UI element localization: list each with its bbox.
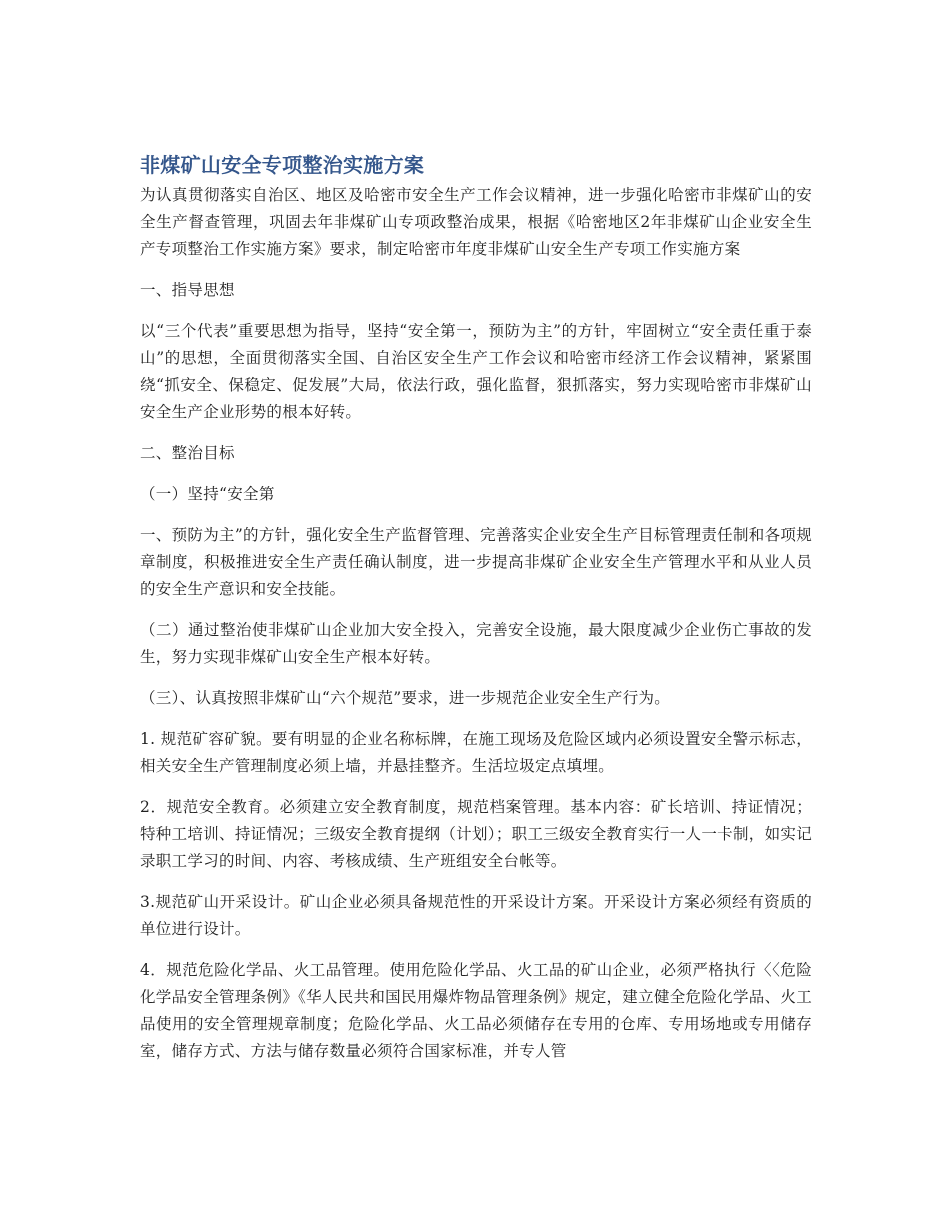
section-heading-guiding-ideology: 一、指导思想	[140, 281, 235, 299]
document-title: 非煤矿山安全专项整治实施方案	[140, 153, 425, 177]
body-paragraph: （三）、认真按照非煤矿山“六个规范”要求，进一步规范企业安全生产行为。	[140, 689, 671, 707]
list-item-paragraph: 1. 规范矿容矿貌。要有明显的企业名称标牌，在施工现场及危险区域内必须设置安全警示标志，相关安全生产管理制度必须上墙，并悬挂整齐。生活垃圾定点填埋。	[140, 730, 812, 775]
list-item-paragraph: 4．规范危险化学品、火工品管理。使用危险化学品、火工品的矿山企业，必须严格执行〈〈危险化学品安全管理条例》《华人民共和国民用爆炸物品管理条例》规定，建立健全危险化学品、火工品使用的安全管理规章制度；危险化学品、火工品必须储存在专用的仓库、专用场地或专用储存室，储存方式、方法与储存数量必须符合国家标准，并专人管	[140, 961, 812, 1060]
list-item-paragraph: 3.规范矿山开采设计。矿山企业必须具备规范性的开采设计方案。开采设计方案必须经有资质的单位进行设计。	[140, 893, 812, 938]
document-page	[140, 150, 812, 1079]
intro-paragraph: 为认真贯彻落实自治区、地区及哈密市安全生产工作会议精神，进一步强化哈密市非煤矿山的安全生产督查管理，巩固去年非煤矿山专项政整治成果，根据《哈密地区2年非煤矿山企业安全生产专项整治工作实施方案》要求，制定哈密市年度非煤矿山安全生产专项工作实施方案	[140, 186, 812, 258]
body-paragraph: （二）通过整治使非煤矿山企业加大安全投入，完善安全设施，最大限度减少企业伤亡事故的发生，努力实现非煤矿山安全生产根本好转。	[140, 621, 812, 666]
section-heading-targets: 二、整治目标	[140, 444, 235, 462]
body-paragraph: 一、预防为主”的方针，强化安全生产监督管理、完善落实企业安全生产目标管理责任制和各项规章制度，积极推进安全生产责任确认制度，进一步提高非煤矿企业安全生产管理水平和从业人员的安全生产意识和安全技能。	[140, 526, 812, 598]
body-paragraph: （一）坚持“安全第	[140, 485, 275, 503]
body-paragraph: 以“三个代表”重要思想为指导，坚持“安全第一，预防为主”的方针，牢固树立“安全责任重于泰山”的思想，全面贯彻落实全国、自治区安全生产工作会议和哈密市经济工作会议精神，紧紧围绕“抓安全、保稳定、促发展”大局，依法行政，强化监督，狠抓落实，努力实现哈密市非煤矿山安全生产企业形势的根本好转。	[140, 322, 812, 421]
list-item-paragraph: 2．规范安全教育。必须建立安全教育制度，规范档案管理。基本内容：矿长培训、持证情况；特种工培训、持证情况；三级安全教育提纲（计划）；职工三级安全教育实行一人一卡制，如实记录职工学习的时间、内容、考核成绩、生产班组安全台帐等。	[140, 798, 812, 870]
